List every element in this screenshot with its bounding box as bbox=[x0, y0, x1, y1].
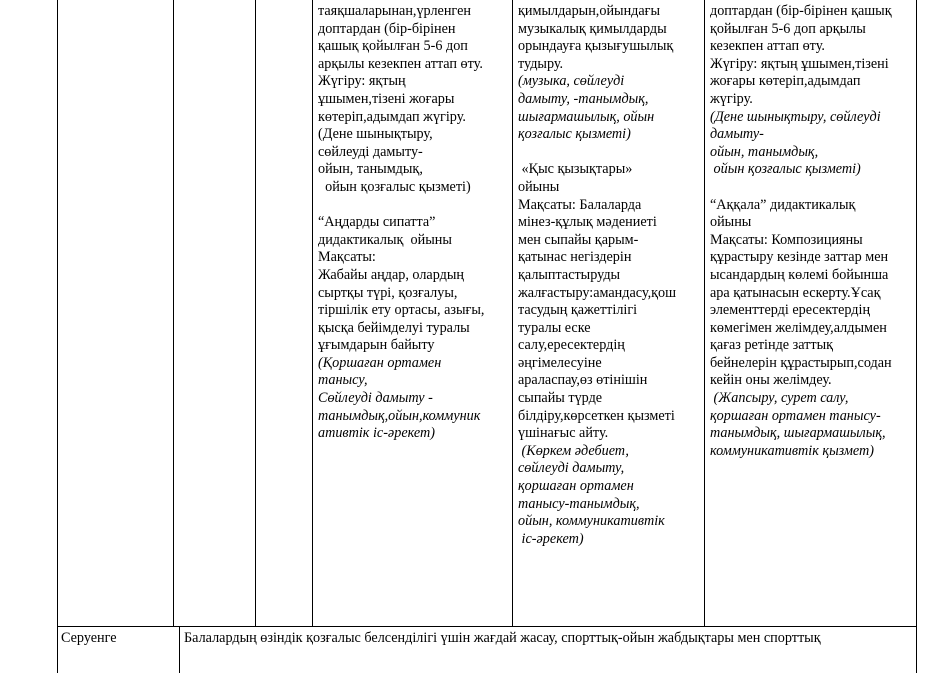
text-line: бейнелерін құрастырып,содан bbox=[710, 354, 892, 371]
grid-line bbox=[57, 626, 917, 627]
text-line: арқылы кезекпен аттап өту. bbox=[318, 55, 483, 72]
text-line: орындауға қызығушылық bbox=[518, 38, 674, 55]
text-line: көтеріп,адымдап жүгіру. bbox=[318, 108, 466, 125]
text-line: іс-әрекет) bbox=[518, 530, 584, 547]
text-line: шығармашылық, ойын bbox=[518, 108, 655, 125]
text-line: араласпау,өз өтінішін bbox=[518, 372, 648, 389]
grid-line bbox=[173, 0, 174, 626]
text-line: «Қыс қызықтары» bbox=[518, 161, 633, 178]
grid-line bbox=[255, 0, 256, 626]
grid-line bbox=[57, 0, 58, 673]
grid-line bbox=[512, 0, 513, 626]
text-line: жоғары көтеріп,адымдап bbox=[710, 73, 861, 90]
text-line bbox=[518, 144, 676, 162]
text-line: салу,ересектердің bbox=[518, 337, 625, 354]
text-line: қоршаған ортамен танысу- bbox=[710, 407, 881, 424]
text-line: (Көркем әдебиет, bbox=[518, 442, 629, 459]
text-line: сөйлеуді дамыту, bbox=[518, 460, 625, 477]
text-line: ойын, танымдық, bbox=[710, 143, 819, 160]
text-line: үшінағыс айту. bbox=[518, 425, 609, 442]
text-line: ойын, коммуникативтік bbox=[518, 513, 665, 530]
text-line: қашық қойылған 5-6 доп bbox=[318, 38, 468, 55]
text-line bbox=[318, 197, 484, 215]
text-line: сөйлеуді дамыту- bbox=[318, 143, 423, 160]
text-line: Жүгіру: яқтың bbox=[318, 73, 406, 90]
grid-line bbox=[179, 626, 180, 673]
text-line: танымдық,ойын,коммуник bbox=[318, 407, 481, 424]
text-line: дамыту- bbox=[710, 126, 764, 143]
text-line: тіршілік ету ортасы, азығы, bbox=[318, 302, 485, 319]
grid-line bbox=[704, 0, 705, 626]
text-line: “Аққала” дидактикалық bbox=[710, 196, 856, 213]
text-line: жүгіру. bbox=[710, 90, 753, 107]
row-text-walk: Балалардың өзіндік қозғалыс белсенділігі үшін жағдай жасау, спорттық-ойын жабдықтары мен спорттық bbox=[184, 630, 821, 646]
text-line: сыртқы түрі, қозғалуы, bbox=[318, 284, 458, 301]
text-line: мен сыпайы қарым- bbox=[518, 231, 639, 248]
activity-cell-col4 bbox=[518, 3, 676, 548]
text-line: кезекпен аттап өту. bbox=[710, 38, 825, 55]
text-line: қоршаған ортамен bbox=[518, 478, 634, 495]
text-line: қағаз ретінде заттық bbox=[710, 337, 834, 354]
text-line: ойын, танымдық, bbox=[318, 161, 423, 178]
text-line: “Аңдарды сипатта” bbox=[318, 214, 436, 231]
text-line: жалғастыру:амандасу,қош bbox=[518, 284, 677, 301]
text-line: қатынас негіздерін bbox=[518, 249, 632, 266]
text-line: мінез-құлық мәдениеті bbox=[518, 214, 657, 231]
text-line: коммуникативтік қызмет) bbox=[710, 442, 874, 459]
activity-cell-col3 bbox=[318, 3, 484, 443]
activity-cell-col5 bbox=[710, 3, 892, 460]
grid-line bbox=[312, 0, 313, 626]
text-line: Сөйлеуді дамыту - bbox=[318, 390, 433, 407]
text-line: ойын қозғалыс қызметі) bbox=[710, 161, 861, 178]
text-line bbox=[710, 179, 892, 197]
text-line: танысу, bbox=[318, 372, 368, 389]
text-line: Мақсаты: bbox=[318, 249, 376, 266]
text-line: (музыка, сөйлеуді bbox=[518, 73, 625, 90]
text-line: дамыту, -танымдық, bbox=[518, 90, 649, 107]
text-line: таяқшаларынан,үрленген bbox=[318, 3, 471, 19]
text-line: Жабайы аңдар, олардың bbox=[318, 266, 464, 283]
text-line: доптардан (бір-бірінен bbox=[318, 20, 456, 37]
text-line: кейін оны желімдеу. bbox=[710, 372, 832, 389]
text-line: ативтік іс-әрекет) bbox=[318, 425, 435, 442]
text-line: қозғалыс қызметі) bbox=[518, 126, 631, 143]
text-line: құрастыру кезінде заттар мен bbox=[710, 249, 889, 266]
text-line: ойыны bbox=[710, 214, 752, 231]
text-line: әңгімелесуіне bbox=[518, 354, 602, 371]
text-line: сыпайы түрде bbox=[518, 390, 603, 407]
text-line: ысандардың көлемі бойынша bbox=[710, 266, 889, 283]
text-line: қысқа бейімделуі туралы bbox=[318, 319, 470, 336]
text-line: қойылған 5-6 доп арқылы bbox=[710, 20, 866, 37]
text-line: көмегімен желімдеу,алдымен bbox=[710, 319, 887, 336]
grid-line bbox=[916, 0, 917, 673]
text-line: Мақсаты: Балаларда bbox=[518, 196, 642, 213]
text-line: доптардан (бір-бірінен қашық bbox=[710, 3, 892, 19]
text-line: (Дене шынықтыру, сөйлеуді bbox=[710, 108, 881, 125]
text-line: тудыру. bbox=[518, 55, 564, 72]
text-line: тасудың қажеттілігі bbox=[518, 302, 638, 319]
text-line: қалыптастыруды bbox=[518, 266, 621, 283]
text-line: ойын қозғалыс қызметі) bbox=[318, 178, 471, 195]
text-line: танымдық, шығармашылық, bbox=[710, 425, 886, 442]
text-line: ұшымен,тізені жоғары bbox=[318, 90, 455, 107]
text-line: ойыны bbox=[518, 178, 560, 195]
text-line: (Жапсыру, сурет салу, bbox=[710, 390, 849, 407]
text-line: ара қатынасын ескерту.Ұсақ bbox=[710, 284, 881, 301]
text-line: туралы еске bbox=[518, 319, 591, 336]
text-line: Жүгіру: яқтың ұшымен,тізені bbox=[710, 55, 889, 72]
text-line: ұғымдарын байыту bbox=[318, 337, 435, 354]
text-line: музыкалық қимылдарды bbox=[518, 20, 667, 37]
row-label-walk: Серуенге bbox=[61, 630, 117, 646]
text-line: қимылдарын,ойындағы bbox=[518, 3, 661, 19]
text-line: элементтерді ересектердің bbox=[710, 302, 871, 319]
text-line: дидактикалық ойыны bbox=[318, 231, 452, 248]
text-line: Мақсаты: Композицияны bbox=[710, 231, 863, 248]
text-line: танысу-танымдық, bbox=[518, 495, 640, 512]
text-line: білдіру,көрсеткен қызметі bbox=[518, 407, 675, 424]
text-line: (Дене шынықтыру, bbox=[318, 126, 433, 143]
text-line: (Қоршаған ортамен bbox=[318, 354, 442, 371]
